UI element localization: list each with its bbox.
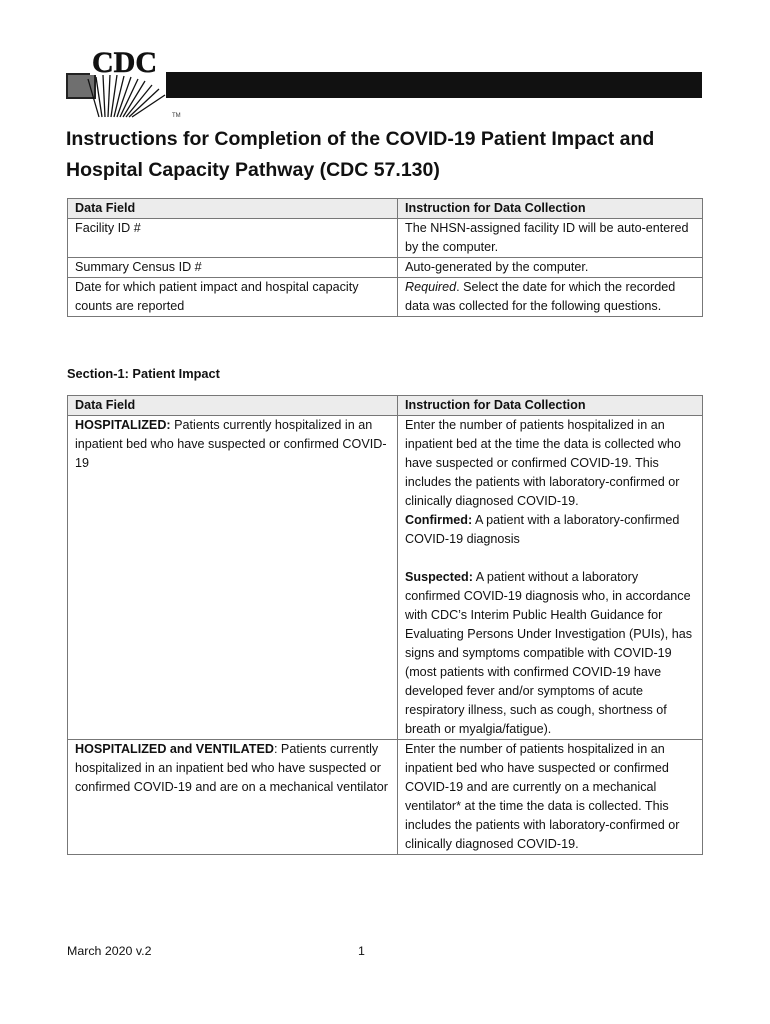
required-label: Required xyxy=(405,280,457,294)
cdc-emblem-icon xyxy=(66,43,176,121)
instruction-text: . Select the date for which the recorded data was collected for the following questions. xyxy=(405,280,676,313)
instruction-cell: Enter the number of patients hospitalized in an inpatient bed who have suspected or confirmed COVID-19 and are currently on a mechanical ventilator* at the time the data is collected. This includes the patients with laboratory-confirmed or clinically diagnosed COVID-19. xyxy=(398,740,703,855)
instruction-cell: Auto-generated by the computer. xyxy=(398,258,703,278)
table-row xyxy=(68,278,703,317)
column-header-data-field: Data Field xyxy=(68,199,398,219)
trademark-mark: TM xyxy=(172,113,181,119)
field-description: Patients currently hospitalized in an inpatient bed who have suspected or confirmed COVID-19 xyxy=(75,418,387,470)
suspected-text: A patient without a laboratory confirmed COVID-19 diagnosis who, in accordance with CDC’s Interim Public Health Guidance for Evaluating Persons Under Investigation (PUIs), has signs and symptoms compatible with COVID-19 (most patients with confirmed COVID-19 have developed fever and/or symptoms of acute respiratory illness, such as cough, shortness of breath or myalgia/fatigue). xyxy=(405,570,692,736)
instruction-text: Enter the number of patients hospitalized in an inpatient bed at the time the data is collected who have suspected or confirmed COVID-19. This includes the patients with laboratory-confirmed or clinically diagnosed COVID-19. xyxy=(405,418,681,508)
instruction-cell: The NHSN-assigned facility ID will be auto-entered by the computer. xyxy=(398,219,703,258)
column-header-data-field: Data Field xyxy=(68,396,398,416)
facility-info-table xyxy=(67,198,703,317)
svg-text:CDC: CDC xyxy=(92,46,157,79)
page-title: Instructions for Completion of the COVID-19 Patient Impact and Hospital Capacity Pathway (CDC 57.130) xyxy=(66,128,655,181)
cdc-logo xyxy=(66,43,702,121)
field-label-bold: HOSPITALIZED and VENTILATED xyxy=(75,742,274,756)
table-header-row xyxy=(68,199,703,219)
footer-version: March 2020 v.2 xyxy=(67,944,152,958)
field-cell: Date for which patient impact and hospital capacity counts are reported xyxy=(68,278,398,317)
field-cell: Summary Census ID # xyxy=(68,258,398,278)
field-label-bold: HOSPITALIZED: xyxy=(75,418,171,432)
confirmed-definition xyxy=(405,511,696,549)
suspected-definition xyxy=(405,568,696,739)
field-cell: Facility ID # xyxy=(68,219,398,258)
column-header-instruction: Instruction for Data Collection xyxy=(398,396,703,416)
field-description: : Patients currently hospitalized in an inpatient bed who have suspected or confirmed COVID-19 and are on a mechanical ventilator xyxy=(75,742,388,794)
section-heading: Section-1: Patient Impact xyxy=(67,366,220,381)
field-cell xyxy=(68,416,398,740)
suspected-label: Suspected: xyxy=(405,570,473,584)
column-header-instruction: Instruction for Data Collection xyxy=(398,199,703,219)
page-number: 1 xyxy=(358,944,365,958)
instruction-cell xyxy=(398,278,703,317)
table-row xyxy=(68,219,703,258)
logo-black-bar xyxy=(166,72,702,98)
field-cell xyxy=(68,740,398,855)
spacer xyxy=(405,549,696,568)
table-row xyxy=(68,416,703,740)
confirmed-label: Confirmed: xyxy=(405,513,473,527)
table-row xyxy=(68,740,703,855)
table-row xyxy=(68,258,703,278)
confirmed-text: A patient with a laboratory-confirmed COVID-19 diagnosis xyxy=(405,513,680,546)
instruction-cell xyxy=(398,416,703,740)
table-header-row xyxy=(68,396,703,416)
patient-impact-table xyxy=(67,395,703,855)
